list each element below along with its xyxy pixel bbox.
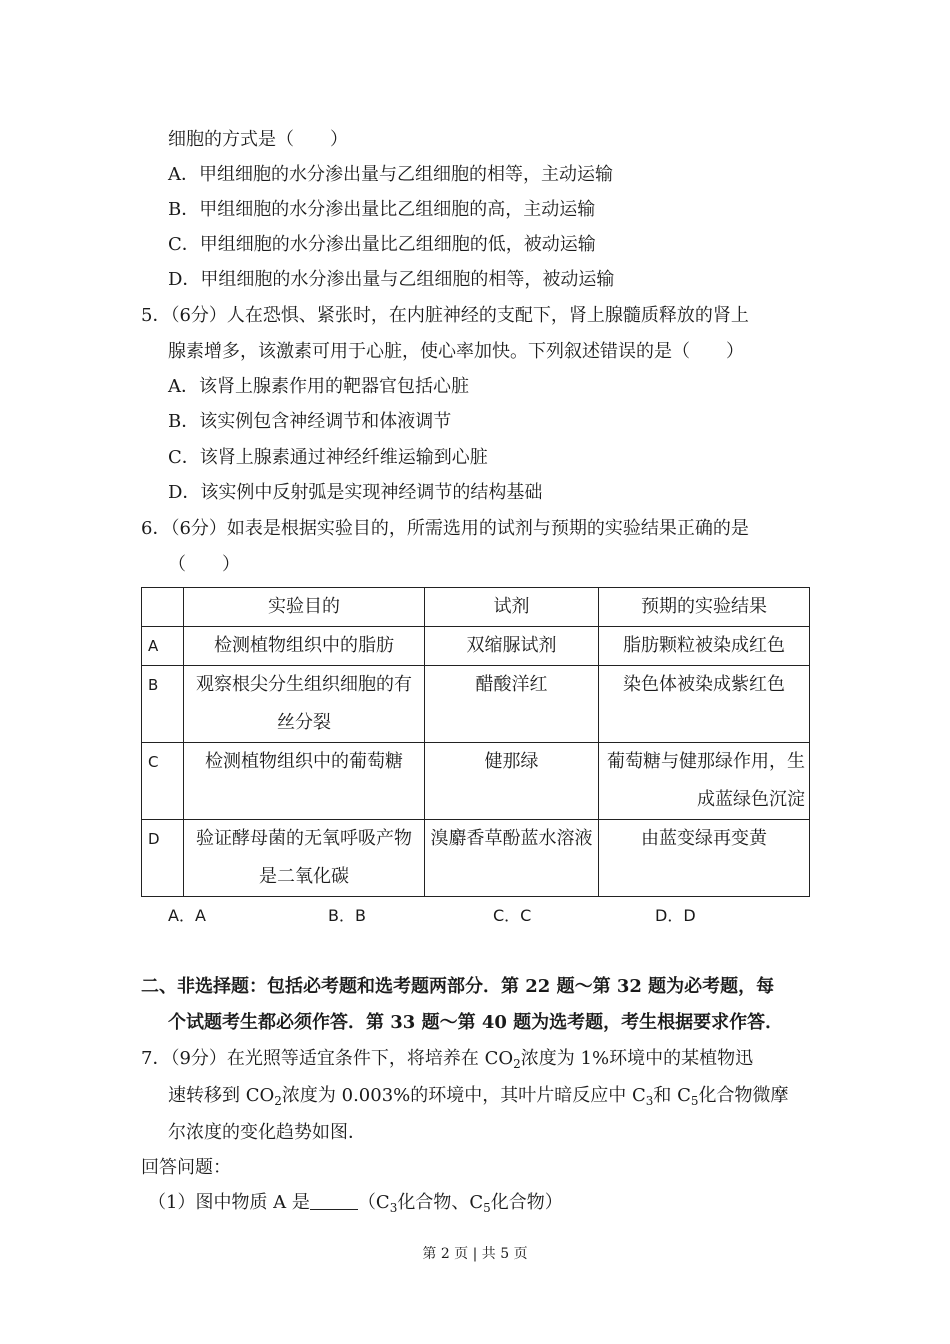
row-reagent: 双缩脲试剂	[425, 627, 599, 666]
row-key: A	[142, 627, 184, 666]
page-footer: 第 2 页 | 共 5 页	[422, 1246, 528, 1262]
section-heading-line1: 二、非选择题：包括必考题和选考题两部分．第 22 题～第 32 题为必考题，每	[141, 976, 775, 997]
answer-blank	[310, 1191, 358, 1210]
q6-option-b: B．B	[328, 906, 366, 925]
row-result: 脂肪颗粒被染成红色	[599, 627, 810, 666]
row-result: 葡萄糖与健那绿作用，生成蓝绿色沉淀	[599, 743, 810, 820]
q4-option-d: D．甲组细胞的水分渗出量与乙组细胞的相等，被动运输	[168, 269, 615, 290]
q4-continuation: 细胞的方式是（ ）	[168, 129, 348, 150]
row-result: 染色体被染成紫红色	[599, 666, 810, 743]
experiment-table	[141, 587, 810, 897]
q7-text: 浓度为 1%环境中的某植物迅	[520, 1048, 754, 1069]
subscript: 2	[513, 1057, 521, 1071]
q7-text: （C	[357, 1192, 390, 1213]
q4-option-c: C．甲组细胞的水分渗出量比乙组细胞的低，被动运输	[168, 234, 596, 255]
q5-option-b: B．该实例包含神经调节和体液调节	[168, 411, 452, 432]
table-row	[142, 666, 810, 743]
q6-stem-line2: （ ）	[168, 554, 240, 575]
q7-stem-line2	[168, 1084, 789, 1113]
row-purpose: 验证酵母菌的无氧呼吸产物是二氧化碳	[184, 820, 425, 897]
q7-text: 和 C	[653, 1085, 691, 1106]
q7-text: 7．（9分）在光照等适宜条件下，将培养在 CO	[141, 1048, 514, 1069]
table-header-row	[142, 588, 810, 627]
q7-text: 化合物）	[490, 1192, 563, 1213]
q7-text: 浓度为 0.003%的环境中，其叶片暗反应中 C	[281, 1085, 646, 1106]
row-reagent: 醋酸洋红	[425, 666, 599, 743]
q6-option-d: D．D	[655, 906, 696, 925]
q4-option-b: B．甲组细胞的水分渗出量比乙组细胞的高，主动运输	[168, 199, 596, 220]
table-row	[142, 627, 810, 666]
row-purpose: 检测植物组织中的脂肪	[184, 627, 425, 666]
q7-text: 速转移到 CO	[168, 1085, 275, 1106]
subscript: 5	[690, 1094, 699, 1108]
q7-stem-line1	[141, 1047, 753, 1076]
table-row	[142, 743, 810, 820]
q7-answer-prompt: 回答问题：	[141, 1157, 231, 1178]
table-header-key	[142, 588, 184, 627]
subscript: 2	[274, 1094, 282, 1108]
subscript: 3	[389, 1201, 398, 1215]
row-reagent: 溴麝香草酚蓝水溶液	[425, 820, 599, 897]
q7-text: 化合物微摩	[698, 1085, 789, 1106]
row-key: B	[142, 666, 184, 743]
row-purpose: 检测植物组织中的葡萄糖	[184, 743, 425, 820]
q5-stem-line1: 5．（6分）人在恐惧、紧张时，在内脏神经的支配下，肾上腺髓质释放的肾上	[141, 305, 749, 326]
section-heading-line2: 个试题考生都必须作答．第 33 题～第 40 题为选考题，考生根据要求作答．	[168, 1012, 784, 1033]
table-header-result: 预期的实验结果	[599, 588, 810, 627]
table-header-purpose: 实验目的	[184, 588, 425, 627]
table-row	[142, 820, 810, 897]
table-header-reagent: 试剂	[425, 588, 599, 627]
row-key: C	[142, 743, 184, 820]
q6-option-a: A．A	[168, 906, 206, 925]
subscript: 5	[483, 1201, 491, 1215]
subscript: 3	[645, 1094, 654, 1108]
row-purpose: 观察根尖分生组织细胞的有丝分裂	[184, 666, 425, 743]
q5-option-a: A．该肾上腺素作用的靶器官包括心脏	[168, 376, 469, 397]
row-reagent: 健那绿	[425, 743, 599, 820]
row-key: D	[142, 820, 184, 897]
q7-stem-line3: 尔浓度的变化趋势如图．	[168, 1122, 366, 1143]
q7-subquestion-1	[148, 1191, 563, 1220]
q6-option-c: C．C	[493, 906, 532, 925]
q4-option-a: A．甲组细胞的水分渗出量与乙组细胞的相等，主动运输	[168, 164, 613, 185]
q7-text: （1）图中物质 A 是	[148, 1192, 310, 1213]
q5-option-c: C．该肾上腺素通过神经纤维运输到心脏	[168, 447, 488, 468]
row-result: 由蓝变绿再变黄	[599, 820, 810, 897]
q5-stem-line2: 腺素增多，该激素可用于心脏，使心率加快。下列叙述错误的是（ ）	[168, 341, 744, 362]
q6-stem-line1: 6．（6分）如表是根据实验目的，所需选用的试剂与预期的实验结果正确的是	[141, 518, 749, 539]
q7-text: 化合物、C	[397, 1192, 484, 1213]
q5-option-d: D．该实例中反射弧是实现神经调节的结构基础	[168, 482, 543, 503]
